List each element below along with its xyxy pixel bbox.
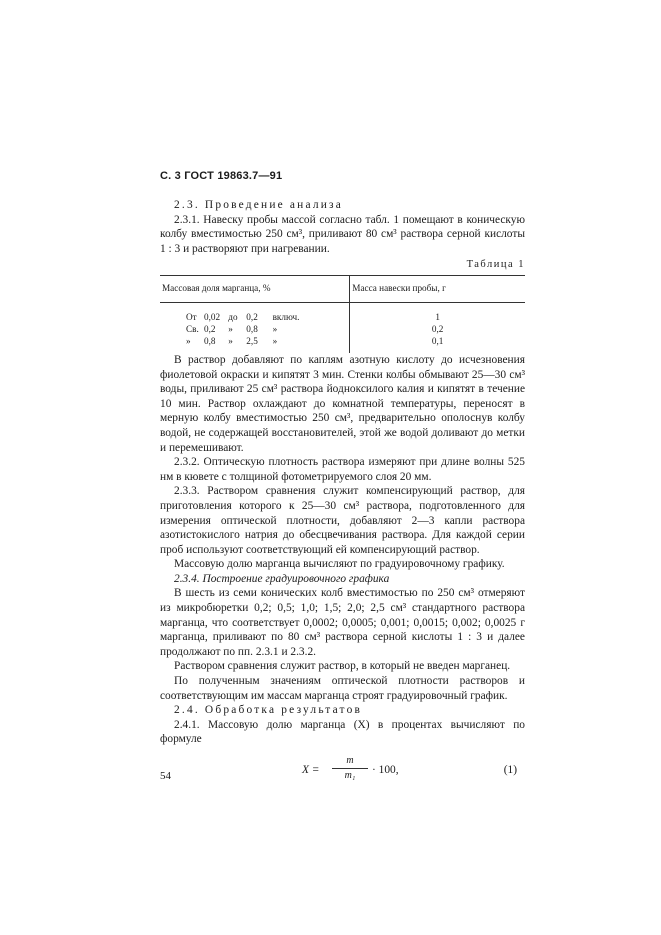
- formula-lhs: X =: [302, 764, 320, 776]
- formula-1: [160, 751, 525, 791]
- paragraph-2-3-3: 2.3.3. Раствором сравнения служит компенсирующий раствор, для приготовления которого к 25—30 см³ раствора, подготовленного для измерения оптической плотности, добавляют 2—3 капли раствора азотистокислого натрия до обесцвечивания раствора. Для каждой серии проб используют соответствующий ей компенсирующий раствор.: [160, 485, 525, 556]
- table-cell-range: Св. 0,2 » 0,8 »: [160, 323, 350, 335]
- table-header-manganese: Массовая доля марганца, %: [160, 275, 350, 302]
- section-2-4-title: 2.4. Обработка результатов: [174, 704, 363, 717]
- formula-multiplier: · 100,: [372, 764, 399, 776]
- fraction-line: [332, 768, 368, 769]
- table-cell-mass: 0,1: [431, 335, 444, 346]
- formula-fraction: [330, 755, 370, 782]
- paragraph-2-4-1: 2.4.1. Массовую долю марганца (X) в процентах вычисляют по формуле: [160, 718, 525, 746]
- formula-denominator: m₁: [344, 770, 356, 781]
- table-row: [160, 335, 525, 353]
- table-row: [160, 323, 525, 335]
- table-cell-range: От 0,02 до 0,2 включ.: [160, 302, 350, 323]
- paragraph-after-table: В раствор добавляют по каплям азотную кислоту до исчезновения фиолетовой окраски и кипятят 3 мин. Стенки колбы обмывают 25—30 см³ воды, приливают 25 см³ раствора йодноксилого калия и кипятят в течение 10 мин. Раствор охлаждают до комнатной температуры, переносят в мерную колбу вместимостью 250 см³, предварительно ополоснув колбу водой, не содержащей восстановителей, этой же водой доливают до метки и перемешивают.: [160, 353, 525, 454]
- paragraph-2-3-4: В шесть из семи конических колб вместимостью по 250 см³ отмеряют из микробюретки 0,2; 0,5; 1,0; 1,5; 2,0; 2,5 см³ стандартного раствора марганца, что соответствует 0,0002; 0,0005; 0,001; 0,0015; 0,002; 0,0025 г марганца, приливают по 80 см³ раствора серной кислоты 1 : 3 и далее продолжают по пп. 2.3.1 и 2.3.2.: [160, 587, 525, 658]
- page-header: С. 3 ГОСТ 19863.7—91: [160, 170, 283, 182]
- formula-number: (1): [503, 764, 517, 776]
- table-caption: Таблица 1: [466, 259, 525, 271]
- paragraph-2-3-2: 2.3.2. Оптическую плотность раствора измеряют при длине волны 525 нм в кювете с толщиной фотометрируемого слоя 20 мм.: [160, 456, 525, 483]
- table-row: [160, 302, 525, 323]
- section-2-3-title: 2.3. Проведение анализа: [174, 199, 343, 211]
- paragraph-calibration-graph: По полученным значениям оптической плотности растворов и соответствующим им массам марганца строят градуировочный график.: [160, 675, 525, 702]
- table-cell-range: » 0,8 » 2,5 »: [160, 335, 350, 353]
- table-cell-mass: 0,2: [431, 323, 444, 334]
- paragraph-mass-fraction: Массовую долю марганца вычисляют по градуировочному графику.: [174, 558, 505, 571]
- table-cell-mass: 1: [435, 311, 440, 322]
- formula-numerator: m: [346, 755, 354, 766]
- paragraph-2-3-1: 2.3.1. Навеску пробы массой согласно табл. 1 помещают в коническую колбу вместимостью 250 см³, приливают 80 см³ раствора серной кислоты 1 : 3 и растворяют при нагревании.: [160, 213, 525, 255]
- page-number: 54: [160, 770, 171, 782]
- section-2-3-4-title: 2.3.4. Построение градуировочного графика: [174, 572, 390, 585]
- table-header-sample-mass: Масса навески пробы, г: [350, 275, 525, 302]
- sample-mass-table: [160, 275, 525, 353]
- main-content: [160, 198, 525, 791]
- table-header-row: [160, 275, 525, 302]
- paragraph-reference-solution: Раствором сравнения служит раствор, в который не введен марганец.: [174, 660, 511, 673]
